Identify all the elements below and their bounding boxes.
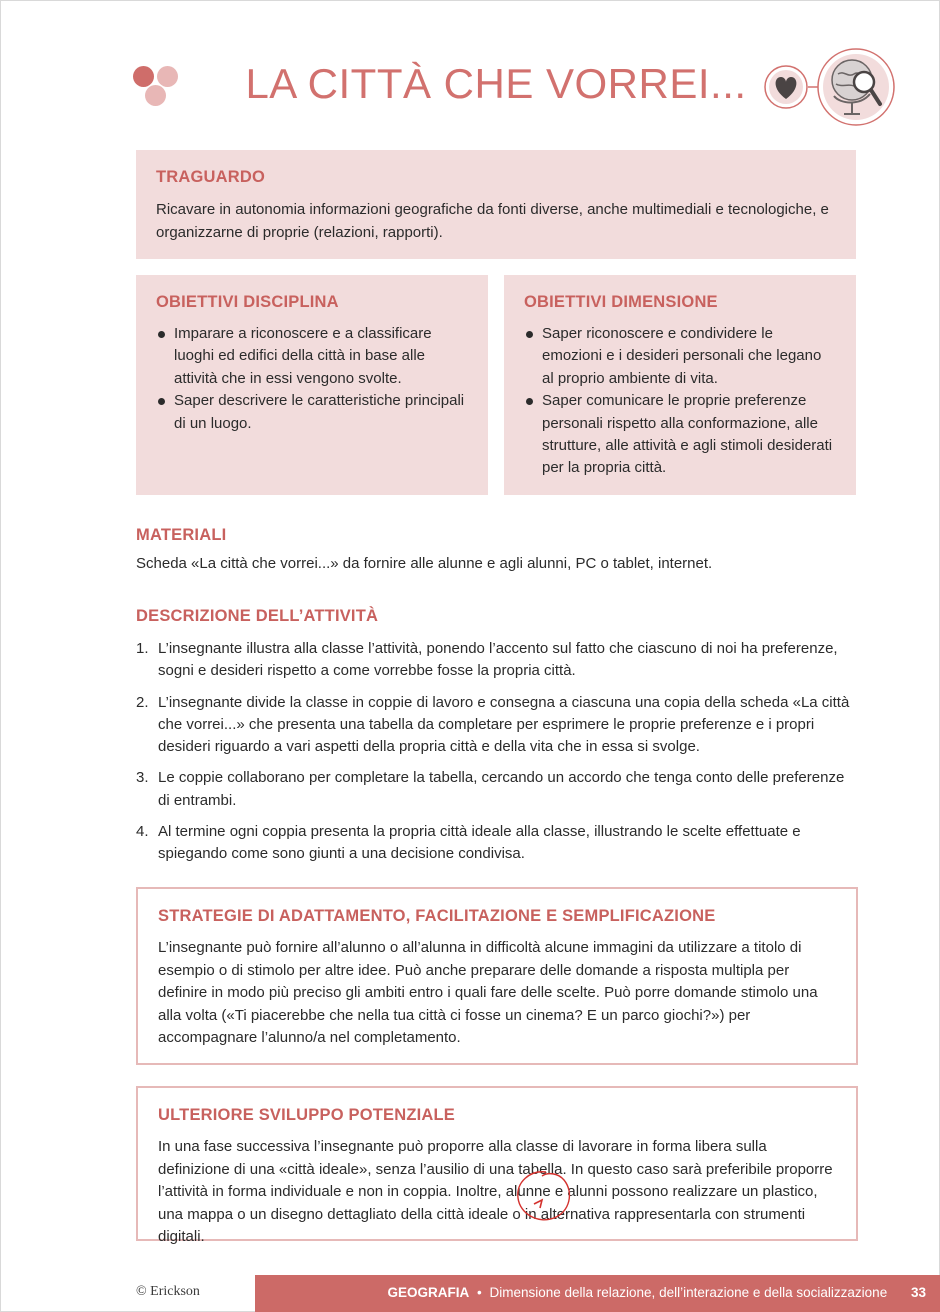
page-title: LA CITTÀ CHE VORREI... (245, 60, 747, 107)
traguardo-box (136, 150, 856, 259)
materiali-text: Scheda «La città che vorrei...» da fornire alle alunne e agli alunni, PC o tablet, internet. (136, 555, 713, 572)
title-icons (762, 44, 902, 130)
list-item: Saper descrivere le caratteristiche principali di un luogo. (156, 390, 468, 435)
obiettivi-disciplina-heading: OBIETTIVI DISCIPLINA (156, 293, 339, 311)
copyright-erickson: © Erickson (136, 1284, 200, 1299)
materiali-heading: MATERIALI (136, 526, 227, 544)
strategie-box (136, 887, 858, 1065)
logo-dots-icon (133, 64, 181, 108)
step-item: 3. Le coppie collaborano per completare la tabella, cercando un accordo che tenga conto delle preferenze di entrambi. (136, 769, 845, 809)
descrizione-heading: DESCRIZIONE DELL’ATTIVITÀ (136, 607, 379, 625)
strategie-text: L’insegnante può fornire all’alunno o all’alunna in difficoltà alcune immagini da utilizzare a titolo di esempio o di stimolo per altre idee. Può anche preparare delle domande a risposta multipla per definire in modo più preciso gli ambiti entro i quali fare delle scelte. Può porre domande stimolo una alla volta («Ti piacerebbe che nella tua città ci fosse un cinema? E un parco giochi?») per accompagnare l’alunno/a nel completamento. (158, 939, 818, 1046)
step-item: 1. L’insegnante illustra alla classe l’attività, ponendo l’accento sul fatto che ciascuno di noi ha preferenze, sogni e desideri rispetto a come vorrebbe fosse la propria città. (136, 640, 838, 680)
globe-magnifier-icon (818, 49, 894, 125)
obiettivi-disciplina-box (136, 275, 488, 495)
descrizione-steps (136, 638, 856, 875)
page-number: 33 (910, 1285, 926, 1300)
traguardo-heading: TRAGUARDO (156, 168, 266, 186)
footer-dimension: Dimensione della relazione, dell’interazione e della socializzazione (489, 1285, 888, 1300)
list-item: Saper riconoscere e condividere le emozioni e i desideri personali che legano al proprio ambiente di vita. (524, 323, 836, 390)
step-item: 4. Al termine ogni coppia presenta la propria città ideale alla classe, illustrando le scelte effettuate e spiegando come sono giunti a una decisione condivisa. (136, 823, 801, 863)
sviluppo-box (136, 1086, 858, 1245)
footer-bullet: • (476, 1285, 482, 1300)
traguardo-text: Ricavare in autonomia informazioni geografiche da fonti diverse, anche multimediali e tecnologiche, e organizzarne di proprie (relazioni, rapporti). (156, 201, 829, 241)
strategie-heading: STRATEGIE DI ADATTAMENTO, FACILITAZIONE E SEMPLIFICAZIONE (158, 907, 716, 925)
list-item: Imparare a riconoscere e a classificare luoghi ed edifici della città in base alle attività che in essi vengono svolte. (156, 323, 468, 390)
sviluppo-heading: ULTERIORE SVILUPPO POTENZIALE (158, 1106, 456, 1124)
sviluppo-text: In una fase successiva l’insegnante può proporre alla classe di lavorare in forma libera sulla definizione di una «città ideale», senza l’ausilio di una tabella. In questo caso sarà preferibile proporre l’attività in forma individuale e non in coppia. Inoltre, alunne e alunni possono realizzare un plastico, una mappa o un disegno dettagliato della città ideale o in alternativa rappresentarla con strumenti digitali. (158, 1138, 833, 1245)
obiettivi-dimensione-heading: OBIETTIVI DIMENSIONE (524, 293, 718, 311)
list-item: Saper comunicare le proprie preferenze personali rispetto alla conformazione, alle strutture, alle attività e agli stimoli desiderati per la propria città. (524, 390, 836, 480)
heart-icon (765, 66, 807, 108)
footer-band (255, 1275, 940, 1312)
footer-subject: GEOGRAFIA (387, 1285, 470, 1300)
obiettivi-dimensione-box (504, 275, 856, 495)
step-item: 2. L’insegnante divide la classe in coppie di lavoro e consegna a ciascuna una copia della scheda «La città che vorrei...» che presenta una tabella da completare per esprimere le proprie preferenze e i propri desideri riguardo a vari aspetti della propria città e della vita che in essa si svolge. (136, 693, 850, 756)
